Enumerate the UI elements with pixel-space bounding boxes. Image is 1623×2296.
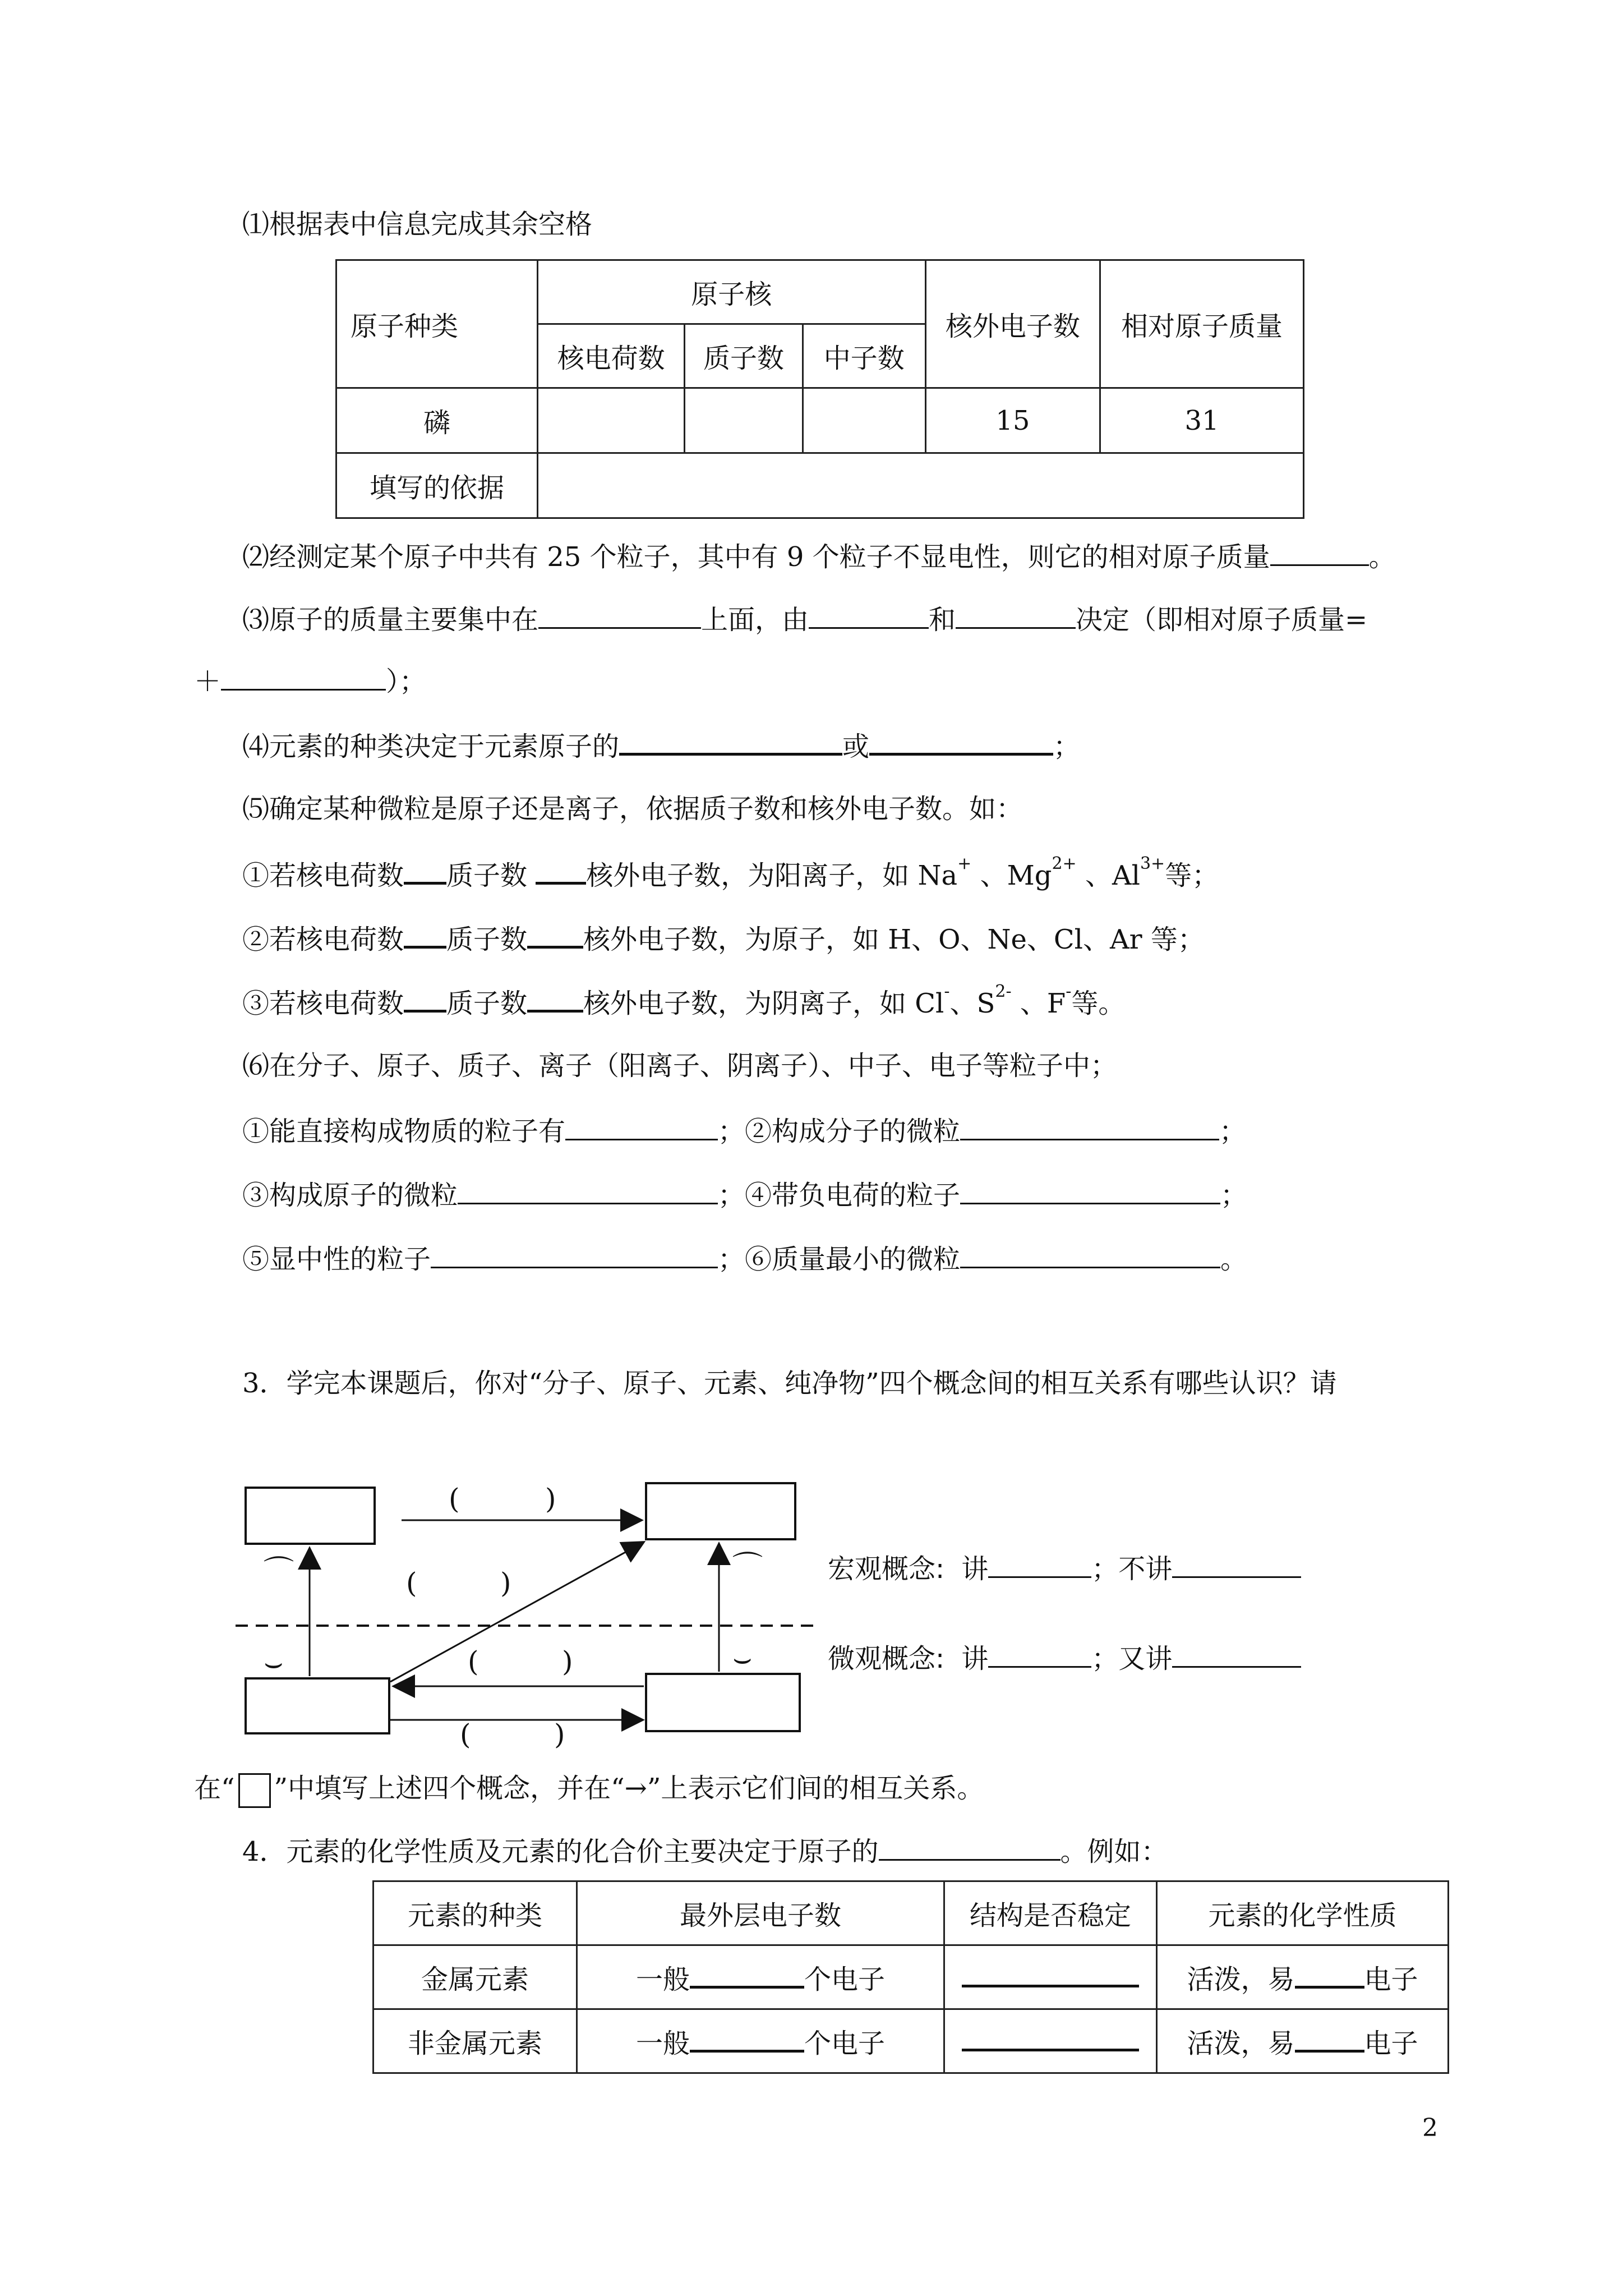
- q2-p3-cont: [194, 664, 426, 698]
- blank-5-1b[interactable]: [536, 857, 586, 885]
- arc-left-down: ⌣: [264, 1645, 284, 1680]
- cell-metal: 金属元素: [374, 1945, 577, 2009]
- p5-3e: 、F: [1011, 988, 1066, 1019]
- paren-top-r: ): [545, 1483, 556, 1515]
- th-mass: 相对原子质量: [1100, 260, 1304, 388]
- arrow-diagonal: [390, 1543, 643, 1682]
- micro-row: [828, 1641, 1301, 1676]
- blank-5-2b[interactable]: [527, 921, 583, 949]
- empty-box-icon: [238, 1773, 271, 1808]
- q4-title-b: 。例如：: [1060, 1836, 1168, 1867]
- electrons-label: 个电子: [804, 1964, 886, 1995]
- p6-1a: ①能直接构成物质的粒子有: [242, 1116, 566, 1147]
- element-table: [372, 1880, 1449, 2074]
- p6-3a: ⑤显中性的粒子: [242, 1244, 431, 1275]
- general-label: 一般: [635, 2028, 690, 2059]
- q2-p3-c: 和: [929, 604, 956, 636]
- p6-2c: ；: [1220, 1180, 1248, 1211]
- q2-p2-end: 。: [1368, 541, 1396, 573]
- box-bottom-right[interactable]: [646, 1674, 800, 1731]
- blank-5-3a[interactable]: [404, 985, 446, 1013]
- cell-nonmetal-stable: [944, 2009, 1157, 2073]
- blank-metal-prop[interactable]: [1295, 1961, 1364, 1989]
- blank-6-4[interactable]: [960, 1178, 1220, 1204]
- cell-metal-stable: [944, 1945, 1157, 2009]
- blank-nonmetal-prop[interactable]: [1295, 2025, 1364, 2053]
- p5-2b: 质子数: [446, 924, 528, 955]
- p5-1c: 核外电子数，为阳离子，如 Na: [586, 860, 958, 891]
- box-top-left[interactable]: [246, 1488, 375, 1544]
- th-stable: 结构是否稳定: [944, 1881, 1157, 1945]
- general-label: 一般: [635, 1964, 690, 1995]
- p5-1e: 、Al: [1076, 860, 1140, 891]
- blank-macro-a[interactable]: [988, 1552, 1091, 1578]
- cell-metal-electrons: [577, 1945, 944, 2009]
- paren-mid-r: ): [562, 1645, 573, 1678]
- blank-6-2[interactable]: [960, 1114, 1219, 1140]
- electrons-label: 个电子: [804, 2028, 886, 2059]
- macro-a: 讲: [961, 1553, 989, 1585]
- q3-footer: [194, 1773, 984, 1808]
- active-label: 活泼，易: [1187, 2028, 1295, 2059]
- electron-label: 电子: [1364, 1964, 1418, 1995]
- blank-6-3[interactable]: [458, 1178, 718, 1204]
- sup-al: 3+: [1140, 854, 1165, 873]
- q2-p6: ⑹在分子、原子、质子、离子（阳离子、阴离子）、中子、电子等粒子中；: [242, 1050, 1118, 1082]
- q2-p5-2: [242, 921, 1205, 956]
- blank-6-1[interactable]: [565, 1114, 718, 1140]
- paren-bot-l: (: [460, 1718, 471, 1751]
- cell-proton[interactable]: [685, 388, 803, 453]
- q4-title-a: 4．元素的化学性质及元素的化合价主要决定于原子的: [242, 1836, 879, 1867]
- p5-3f: 等。: [1071, 988, 1126, 1019]
- q2-p3-d: 决定（即相对原子质量=: [1076, 604, 1368, 636]
- q2-p5: ⑸确定某种微粒是原子还是离子，依据质子数和核外电子数。如：: [242, 793, 1023, 825]
- p5-1d: 、Mg: [971, 860, 1052, 891]
- blank-4a[interactable]: [619, 728, 842, 756]
- arc-right-down: ⌣: [732, 1640, 753, 1676]
- p6-1c: ；: [1219, 1116, 1247, 1147]
- q2-p3-b: 上面，由: [701, 604, 809, 636]
- q2-p4-a: ⑷元素的种类决定于元素原子的: [242, 731, 620, 762]
- q2-p5-1: [242, 854, 1219, 892]
- q2-p4-b: 或: [842, 731, 870, 762]
- cell-basis[interactable]: [538, 453, 1304, 518]
- q2-p2: [242, 540, 1396, 574]
- q3-footer-b: ”中填写上述四个概念，并在“→”上表示它们间的相互关系。: [274, 1773, 984, 1804]
- th-kind: 原子种类: [336, 260, 538, 388]
- blank-3b[interactable]: [809, 602, 929, 629]
- micro-b: ；又讲: [1091, 1643, 1173, 1674]
- q3-footer-a: 在“: [194, 1773, 235, 1804]
- sup-f: -: [1066, 982, 1072, 1001]
- q2-p3-a: ⑶原子的质量主要集中在: [242, 604, 539, 636]
- cell-nonmetal-electrons: [577, 2009, 944, 2073]
- th-charge: 核电荷数: [538, 324, 685, 388]
- p6-3c: 。: [1220, 1244, 1248, 1275]
- th-electron: 核外电子数: [925, 260, 1100, 388]
- blank-5-3b[interactable]: [527, 985, 583, 1013]
- sup-na: +: [957, 854, 972, 873]
- cell-mass: 31: [1100, 388, 1304, 453]
- blank-micro-b[interactable]: [1172, 1641, 1301, 1668]
- p5-2a: ②若核电荷数: [242, 924, 404, 955]
- th-outer-electrons: 最外层电子数: [577, 1881, 944, 1945]
- p5-3b: 质子数: [446, 988, 528, 1019]
- active-label: 活泼，易: [1187, 1964, 1295, 1995]
- paren-mid-l: (: [468, 1645, 479, 1678]
- atom-table: [335, 259, 1304, 519]
- blank-3c[interactable]: [956, 602, 1076, 629]
- cell-basis-label: 填写的依据: [336, 453, 538, 518]
- micro-label: 微观概念:: [828, 1643, 945, 1674]
- cell-metal-prop: [1157, 1945, 1449, 2009]
- q2-p3: [242, 602, 1367, 637]
- sup-s: 2-: [995, 982, 1012, 1001]
- macro-b: ；不讲: [1091, 1553, 1173, 1585]
- q2-p6-2: [242, 1178, 1247, 1212]
- blank-3a[interactable]: [538, 602, 701, 629]
- sup-mg: 2+: [1052, 854, 1077, 873]
- p6-3b: ；⑥质量最小的微粒: [718, 1244, 961, 1275]
- p5-3d: 、S: [949, 988, 995, 1019]
- th-element-kind: 元素的种类: [374, 1881, 577, 1945]
- cell-kind: 磷: [336, 388, 538, 453]
- q2-p4: [242, 728, 1080, 763]
- box-top-right[interactable]: [646, 1483, 795, 1539]
- arc-right-up: ⌒: [732, 1549, 763, 1585]
- blank-4b[interactable]: [869, 728, 1053, 756]
- cell-nonmetal: 非金属元素: [374, 2009, 577, 2073]
- th-nucleus: 原子核: [538, 260, 926, 324]
- q4-title: [242, 1834, 1168, 1869]
- q3-title: 3．学完本课题后，你对“分子、原子、元素、纯净物”四个概念间的相互关系有哪些认识？请: [242, 1368, 1337, 1399]
- paren-diag-l: (: [406, 1567, 417, 1599]
- electron-label: 电子: [1364, 2028, 1418, 2059]
- blank-q4[interactable]: [879, 1834, 1061, 1861]
- blank-3d[interactable]: [221, 664, 386, 691]
- th-neutron: 中子数: [803, 324, 925, 388]
- p5-1b: 质子数: [446, 860, 536, 891]
- p5-3c: 核外电子数，为阴离子，如 Cl: [583, 988, 944, 1019]
- q2-p1: ⑴根据表中信息完成其余空格: [242, 209, 593, 240]
- th-chem-prop: 元素的化学性质: [1157, 1881, 1449, 1945]
- arc-left-up: ⌒: [264, 1554, 294, 1589]
- q2-p3-e: ＋: [194, 666, 222, 697]
- blank-nonmetal-stable[interactable]: [962, 2024, 1139, 2051]
- q2-p6-3: [242, 1242, 1247, 1276]
- macro-row: [828, 1552, 1301, 1586]
- p5-3a: ③若核电荷数: [242, 988, 404, 1019]
- macro-label: 宏观概念:: [828, 1553, 945, 1585]
- box-bottom-left[interactable]: [246, 1678, 389, 1733]
- p6-2b: ；④带负电荷的粒子: [718, 1180, 961, 1211]
- p6-2a: ③构成原子的微粒: [242, 1180, 458, 1211]
- p6-1b: ；②构成分子的微粒: [718, 1116, 961, 1147]
- blank-macro-b[interactable]: [1172, 1552, 1301, 1578]
- blank-6-5[interactable]: [431, 1242, 718, 1268]
- p5-1f: 等；: [1165, 860, 1219, 891]
- cell-neutron[interactable]: [803, 388, 925, 453]
- blank-mass[interactable]: [1270, 540, 1369, 566]
- q2-p3-f: ）；: [386, 666, 427, 697]
- cell-charge[interactable]: [538, 388, 685, 453]
- blank-5-1a[interactable]: [404, 857, 446, 885]
- p5-2c: 核外电子数，为原子，如 H、O、Ne、Cl、Ar 等；: [583, 924, 1205, 955]
- cell-electron: 15: [925, 388, 1100, 453]
- blank-6-6[interactable]: [960, 1242, 1220, 1268]
- blank-nonmetal-electrons[interactable]: [690, 2025, 804, 2053]
- blank-micro-a[interactable]: [988, 1641, 1091, 1668]
- paren-diag-r: ): [500, 1567, 511, 1599]
- paren-bot-r: ): [554, 1718, 565, 1751]
- micro-a: 讲: [961, 1643, 989, 1674]
- concept-diagram: [236, 1470, 813, 1739]
- th-proton: 质子数: [685, 324, 803, 388]
- sup-cl: -: [944, 982, 950, 1001]
- blank-metal-stable[interactable]: [962, 1960, 1139, 1987]
- p5-1a: ①若核电荷数: [242, 860, 404, 891]
- blank-5-2a[interactable]: [404, 921, 446, 949]
- q2-p4-c: ；: [1053, 731, 1081, 762]
- cell-nonmetal-prop: [1157, 2009, 1449, 2073]
- q2-p6-1: [242, 1114, 1246, 1148]
- blank-metal-electrons[interactable]: [690, 1961, 804, 1989]
- q2-p2-text: ⑵经测定某个原子中共有 25 个粒子，其中有 9 个粒子不显电性，则它的相对原子质量: [242, 541, 1270, 573]
- paren-top-l: (: [449, 1483, 460, 1515]
- page-number: 2: [1422, 2114, 1438, 2142]
- q2-p5-3: [242, 982, 1126, 1020]
